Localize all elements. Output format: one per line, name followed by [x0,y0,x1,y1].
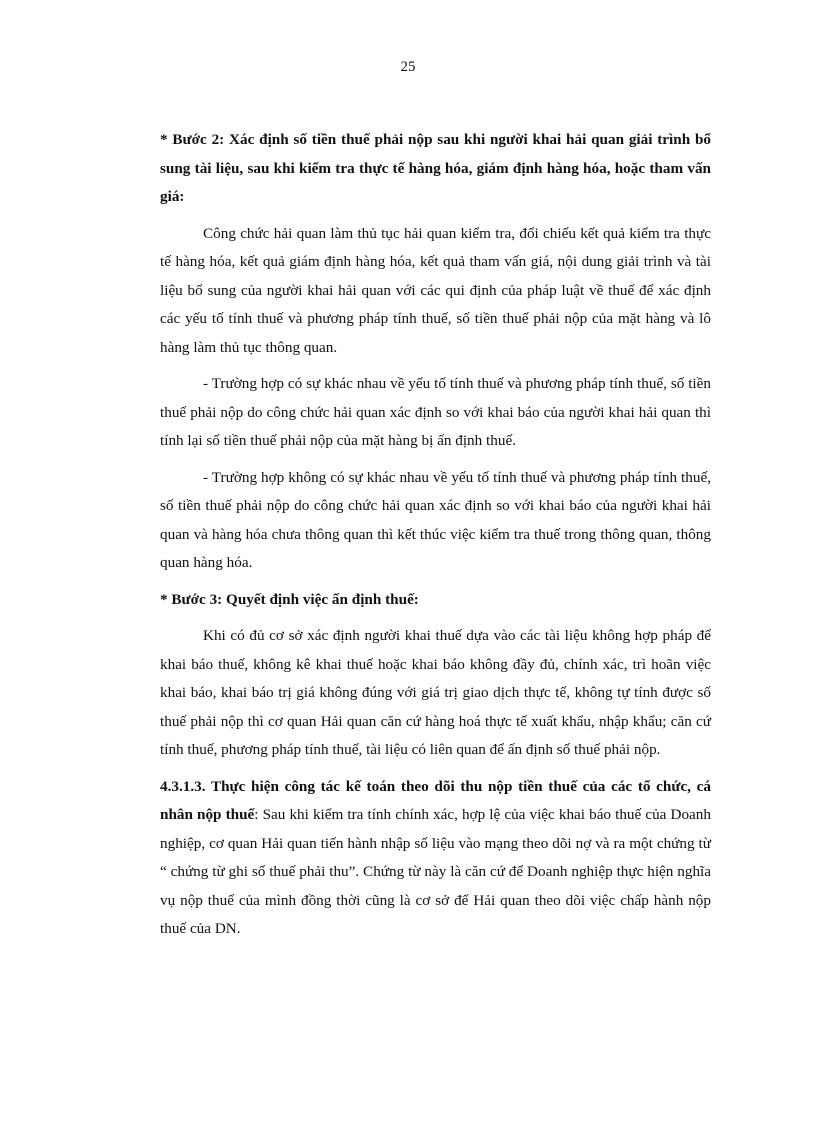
section-4313-paragraph [160,773,711,944]
section-4313-body: : Sau khi kiểm tra tính chính xác, hợp lệ của việc khai báo thuế của Doanh nghiệp, cơ quan Hải quan tiến hành nhập số liệu vào mạng theo dõi nợ và ra một chứng từ “ chứng từ ghi số thuế phải thu”. Chứng từ này là căn cứ để Doanh nghiệp thực hiện nghĩa vụ nộp thuế của mình đồng thời cũng là cơ sở để Hải quan theo dõi việc chấp hành nộp thuế của DN. [160,806,711,937]
step2-paragraph-3: - Trường hợp không có sự khác nhau về yếu tố tính thuế và phương pháp tính thuế, số tiền thuế phải nộp do công chức hải quan xác định so với khai báo của người khai hải quan và hàng hóa chưa thông quan thì kết thúc việc kiểm tra thuế trong thông quan, thông quan hàng hóa. [160,468,711,571]
step2-heading: * Bước 2: Xác định số tiền thuế phải nộp sau khi người khai hải quan giải trình bổ sung tài liệu, sau khi kiểm tra thực tế hàng hóa, giám định hàng hóa, hoặc tham vấn giá: [160,131,711,205]
step3-heading: * Bước 3: Quyết định việc ấn định thuế: [160,590,419,608]
step3-paragraph-1: Khi có đủ cơ sở xác định người khai thuế dựa vào các tài liệu không hợp pháp để khai báo thuế, không kê khai thuế hoặc khai báo không đầy đủ, chính xác, trì hoãn việc khai báo, khai báo trị giá không đúng với giá trị giao dịch thực tế, không tự tính được số thuế phải nộp thì cơ quan Hải quan căn cứ hàng hoá thực tế xuất khẩu, nhập khẩu; căn cứ tính thuế, phương pháp tính thuế, tài liệu có liên quan để ấn định số thuế phải nộp. [160,627,711,758]
section-4313-heading: 4.3.1.3. Thực hiện công tác kế toán theo dõi thu nộp tiền thuế của các tổ chức, cá nhân nộp thuế [160,777,711,823]
page-number: 25 [400,59,416,75]
step2-paragraph-2: - Trường hợp có sự khác nhau về yếu tố tính thuế và phương pháp tính thuế, số tiền thuế phải nộp do công chức hải quan xác định so với khai báo của người khai hải quan thì tính lại số tiền thuế phải nộp của mặt hàng bị ấn định thuế. [160,375,711,449]
document-body [160,126,711,944]
step2-paragraph-1: Công chức hải quan làm thủ tục hải quan kiểm tra, đối chiếu kết quả kiểm tra thực tế hàng hóa, kết quả giám định hàng hóa, kết quả tham vấn giá, nội dung giải trình và tài liệu bổ sung của người khai hải quan với các qui định của pháp luật về thuế để xác định các yếu tố tính thuế và phương pháp tính thuế, số tiền thuế phải nộp của mặt hàng và lô hàng làm thủ tục thông quan. [160,224,711,356]
